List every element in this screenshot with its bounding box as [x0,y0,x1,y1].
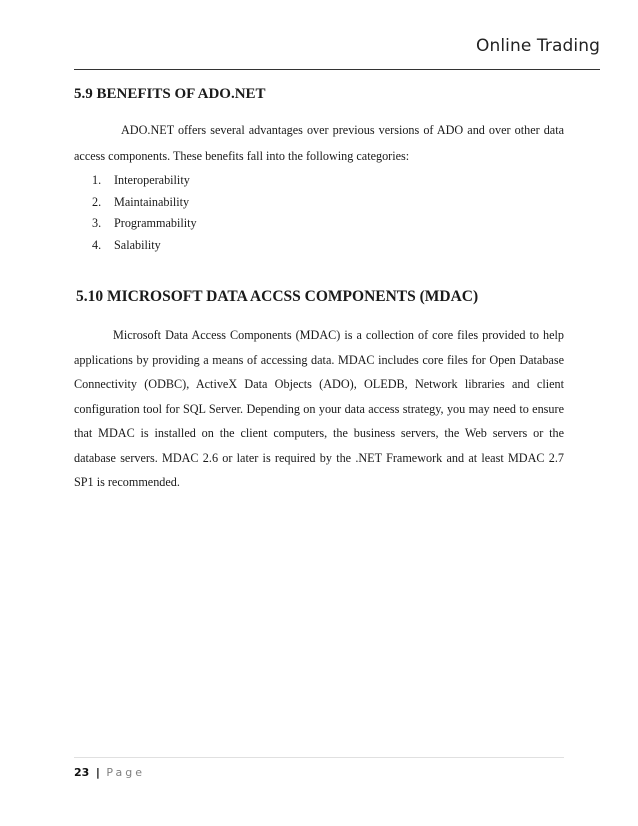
list-item [92,192,197,214]
section-heading-mdac: 5.10 MICROSOFT DATA ACCSS COMPONENTS (MDAC) [76,288,479,305]
list-item-text: Interoperability [114,173,190,187]
list-item [92,213,197,235]
section-heading-benefits: 5.9 BENEFITS OF ADO.NET [74,86,266,102]
page-footer [74,766,145,779]
page-number: 23 [74,766,90,779]
footer-divider [74,757,564,758]
benefits-list [92,170,197,256]
list-item-number: 3. [92,216,102,230]
list-item [92,235,197,257]
running-header-title: Online Trading [475,36,600,56]
list-item-text: Salability [114,237,161,252]
list-item-text: Programmability [114,216,197,230]
footer-separator: | [95,766,100,779]
list-item-number: 2. [92,194,102,209]
list-item-number: 4. [92,237,102,252]
list-item-text: Maintainability [114,194,190,209]
header-divider [74,69,600,70]
paragraph-mdac: Microsoft Data Access Components (MDAC) is a collection of core files provided to help applications by providing a means of accessing data. MDAC includes core files for Open Database Connectivity (ODBC), ActiveX Data Objects (ADO), OLEDB, Network libraries and client configuration tool for SQL Server. Depending on your data access strategy, you may need to ensure that MDAC is installed on the client computers, the business servers, the Web servers or the database servers. MDAC 2.6 or later is required by the .NET Framework and at least MDAC 2.7 SP1 is recommended. [74,328,564,489]
list-item [92,170,197,192]
page-label: Page [106,766,145,779]
paragraph-benefits: ADO.NET offers several advantages over previous versions of ADO and over other data access components. These benefits fall into the following categories: [74,123,564,163]
list-item-number: 1. [92,173,102,187]
